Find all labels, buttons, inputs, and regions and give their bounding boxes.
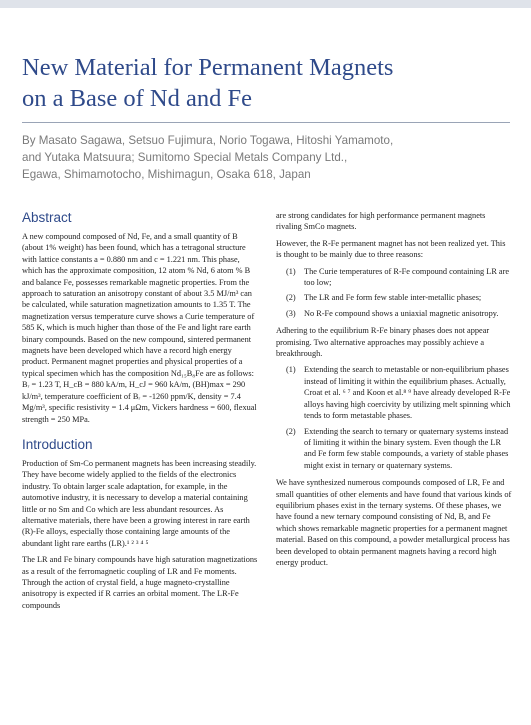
list-item [276, 364, 512, 421]
list-item-text: The Curie temperatures of R-Fe compound containing LR are too low; [304, 266, 510, 288]
introduction-heading: Introduction [22, 436, 93, 452]
authors-line-1: By Masato Sagawa, Setsuo Fujimura, Norio Togawa, Hitoshi Yamamoto, [22, 134, 394, 147]
list-item [276, 266, 512, 289]
right-paragraph-1: are strong candidates for high performance permanent magnets rivaling SmCo magnets. [276, 211, 486, 232]
author-block [22, 132, 512, 183]
abstract-text: A new compound composed of Nd, Fe, and a small quantity of B (about 1% weight) has been found, which has a tetragonal structure with lattice constants a = 0.880 nm and c = 1.221 nm. This phase, which has the approximate composition, 12 atom % Nd, 6 atom % B and balance Fe, possesses remarkable magnetic properties. From the approach to saturation an anisotropy constant of about 3.5 MJ/m³ can be calculated, while saturation magnetization amounts to 1.35 T. The magnetization versus temperature curve shows a Curie temperature of 585 K, which is much higher than those of the Fe and light rare earth binary compounds. Based on the new compound, sintered permanent magnets have been developed which have a record high energy product. Permanent magnet properties and physical properties of a typical specimen which has the composition Nd₁₅B₈Fe are as follows: Bᵣ = 1.23 T, H_cB = 880 kA/m, H_cJ = 960 kA/m, (BH)max = 290 kJ/m³, temperature coefficient of Bᵣ = -1260 ppm/K, density = 7.4 Mg/m³, specific resistivity = 1.4 μΩm, Vickers hardness = 600, flexual strength = 250 MPa. [22, 232, 257, 424]
list-item-text: Extending the search to ternary or quaternary systems instead of limiting it within the binary system. Even though the LR and Fe form few stable compounds, a variety of stable phases might exist in ternary or quaternary systems. [304, 426, 509, 470]
list-item-number: (2) [286, 293, 296, 303]
title-line-2: on a Base of Nd and Fe [22, 85, 252, 112]
list-item-text: No R-Fe compound shows a uniaxial magnetic anisotropy. [304, 308, 499, 318]
title-line-1: New Material for Permanent Magnets [22, 54, 394, 81]
authors-line-3: Egawa, Shimamotocho, Mishimagun, Osaka 618, Japan [22, 168, 311, 181]
list-item-text: Extending the search to metastable or non-equilibrium phases instead of limiting it within the equilibrium phases. Actually, Croat et al. ⁶ ⁷ and Koon et al.⁸ ⁹ have already developed R-Fe alloys having high coercivity by utilizing melt spinning which tends to form metastable phases. [304, 365, 511, 421]
introduction-body [22, 458, 260, 611]
list-item-text: The LR and Fe form few stable inter-metallic phases; [304, 293, 482, 303]
list-item [276, 292, 512, 303]
list-item-number: (1) [286, 365, 296, 375]
right-paragraph-2: However, the R-Fe permanent magnet has not been realized yet. This is thought to be mainly due to three reasons: [276, 238, 506, 260]
authors-line-2: and Yutaka Matsuura; Sumitomo Special Metals Company Ltd., [22, 151, 348, 164]
approaches-list [276, 364, 512, 471]
list-item [276, 308, 512, 319]
list-item-number: (2) [286, 426, 296, 436]
header-band [0, 0, 531, 8]
introduction-paragraph-2: The LR and Fe binary compounds have high saturation magnetizations as a result of the ferromagnetic coupling of LR and Fe moments. Through the action of crystal field, a huge magneto-crystalline anisotropy is expected if R carries an orbital moment. The LR-Fe compounds [22, 555, 258, 610]
right-column [276, 210, 512, 573]
introduction-paragraph-1: Production of Sm-Co permanent magnets has been increasing steadily. They have become widely applied to the fields of the electronics industry. To obtain larger scale adaptation, for example, in the automotive industry, it is necessary to develop a material containing little or no Sm and Co which are less abundant resources. As alternative materials, there have been a growing interest in rare earth (R)-Fe alloys, especially those containing large amounts of the abundant light rare earths (LR).¹ ² ³ ⁴ ⁵ [22, 458, 257, 548]
right-paragraph-3: Adhering to the equilibrium R-Fe binary phases does not appear promising. Two alternative approaches may possibly achieve a breakthrough. [276, 326, 490, 359]
right-paragraph-4: We have synthesized numerous compounds composed of LR, Fe and small quantities of other elements and have found that various kinds of equilibrium phases exist in the ternary systems. Of these phases, we have found a new ternary compound consisting of Nd, B, and Fe which shows remarkable magnetic properties for a permanent magnet material. Based on this compound, a powder metallurgical process has been developed to obtain permanent magnets having a record high energy product. [276, 478, 512, 567]
left-column [22, 210, 260, 616]
list-item-number: (3) [286, 308, 296, 318]
title-divider [22, 122, 510, 123]
abstract-heading: Abstract [22, 210, 72, 225]
list-item-number: (1) [286, 266, 296, 276]
list-item [276, 426, 512, 472]
reasons-list [276, 266, 512, 320]
paper-title [22, 52, 512, 114]
abstract-body [22, 231, 260, 425]
